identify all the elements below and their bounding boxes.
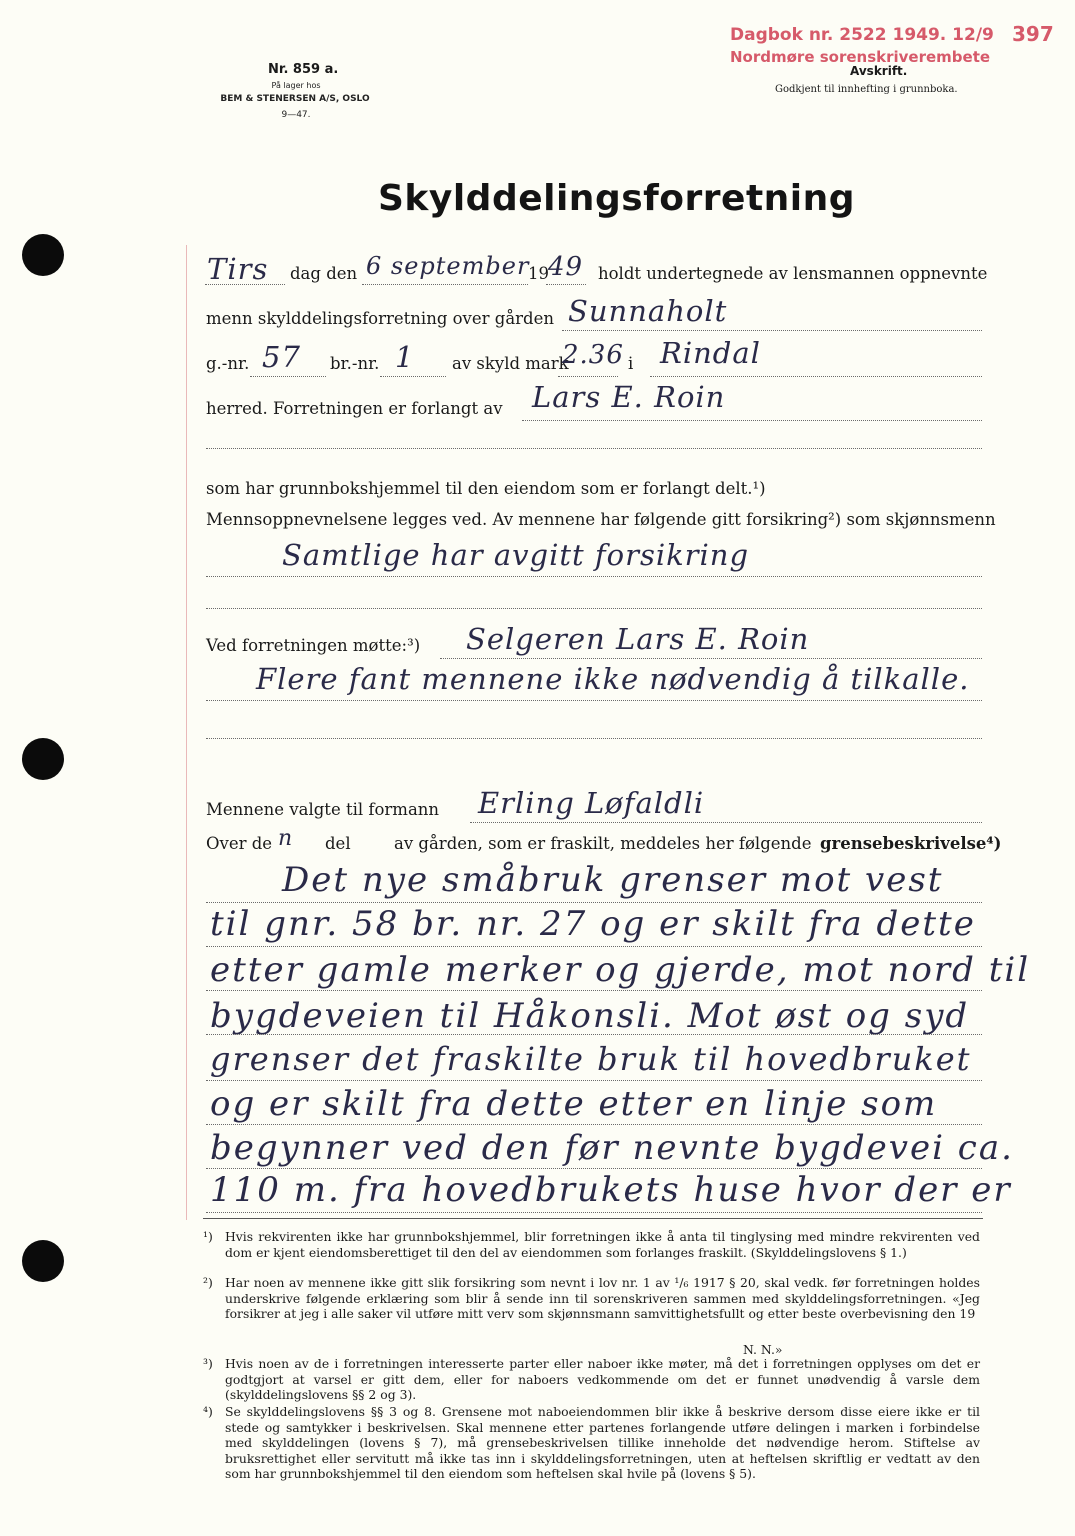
footnote-mark: ³)	[203, 1356, 213, 1371]
footnote-rule	[203, 1218, 983, 1219]
weekday-handwritten: Tirs	[207, 252, 269, 286]
description-line-5: grenser det fraskilte bruk til hovedbruket	[210, 1040, 972, 1078]
year-handwritten: 49	[548, 252, 584, 282]
skyld-label: av skyld mark	[452, 354, 569, 373]
dotted-line	[206, 700, 982, 701]
attendee-handwritten: Selgeren Lars E. Roin	[466, 622, 810, 656]
description-line-7: begynner ved den før nevnte bygdevei ca.	[210, 1128, 1014, 1168]
description-line-4: bygdeveien til Håkonsli. Mot øst og syd	[210, 996, 970, 1036]
requester-handwritten: Lars E. Roin	[532, 380, 726, 414]
date-handwritten: 6 september	[366, 252, 530, 280]
dotted-line	[470, 822, 982, 823]
footnote-text: N. N.»	[743, 1342, 783, 1357]
dotted-line	[205, 284, 285, 285]
footnote-2	[203, 1275, 983, 1339]
footnote-mark: ²)	[203, 1275, 213, 1290]
assurance-handwritten: Samtlige har avgitt forsikring	[282, 538, 750, 572]
publisher-line-3: 9—47.	[281, 110, 311, 120]
dotted-line	[546, 284, 586, 285]
publisher-line-1: På lager hos	[271, 81, 321, 90]
brnr-handwritten: 1	[395, 340, 415, 374]
footnote-text: Har noen av mennene ikke gitt slik forsikring som nevnt i lov nr. 1 av ¹/₆ 1917 § 20, skal vedk. før forretningen holdes underskrive følgende erklæring som blir å sende inn til sorenskriveren sammen med skylddelingsforretningen. «Jeg forsikrer at jeg i alle saker vil utføre mitt verv som skjønnsmann samvittighetsfullt og etter beste overbevisning den 19	[225, 1275, 980, 1322]
de-suffix-handwritten: n	[278, 826, 294, 851]
footnote-text: Hvis rekvirenten ikke har grunnbokshjemmel, blir forretningen ikke å anta til tinglysing med mindre rekvirenten ved dom er kjent eiendomsberettiget til den del av eiendommen som forlanges fraskilt. (Skylddelingslovens § 1.)	[225, 1229, 980, 1260]
attendance-note-handwritten: Flere fant mennene ikke nødvendig å tilkalle.	[256, 662, 970, 696]
dotted-line	[362, 284, 528, 285]
dotted-line	[522, 420, 982, 421]
dotted-line	[250, 376, 326, 377]
dotted-line	[206, 1034, 982, 1035]
court-stamp: Nordmøre sorenskriverembete	[730, 48, 991, 66]
footnote-text: Hvis noen av de i forretningen interesserte parter eller naboer ikke møter, må det i forretningen opplyses om det er godtgjort at varsel er gitt dem, eller for naboers vedkommende om det er funnet unødvendig å varsle dem (skylddelingslovens §§ 2 og 3).	[225, 1356, 980, 1403]
margin-line	[186, 245, 187, 1220]
page-number: 397	[1012, 22, 1054, 46]
row11-text-1: Over de	[206, 834, 273, 853]
row11-text-3: av gården, som er fraskilt, meddeles her følgende	[394, 834, 812, 853]
herred-handwritten: Rindal	[660, 336, 761, 370]
footnote-1	[203, 1229, 983, 1277]
footnote-3	[203, 1356, 983, 1404]
brnr-label: br.-nr.	[330, 354, 380, 373]
row6-text: Mennsoppnevnelsene legges ved. Av mennene har følgende gitt forsikring²) som skjønnsmenn	[206, 510, 996, 529]
year-prefix: 19	[528, 264, 549, 283]
page-title: Skylddelingsforretning	[378, 178, 856, 219]
dotted-line	[380, 376, 446, 377]
date-label: dag den	[290, 264, 358, 283]
chair-handwritten: Erling Løfaldli	[478, 786, 705, 820]
dotted-line	[206, 448, 982, 449]
publisher-line-2: BEM & STENERSEN A/S, OSLO	[220, 94, 370, 104]
row5-text: som har grunnbokshjemmel til den eiendom som er forlangt delt.¹)	[206, 479, 766, 498]
dotted-line	[440, 658, 982, 659]
binder-hole-middle	[22, 738, 64, 780]
dotted-line	[206, 576, 982, 577]
farm-name-handwritten: Sunnaholt	[568, 294, 728, 328]
dotted-line	[206, 608, 982, 609]
dotted-line	[206, 946, 982, 947]
footnote-mark: ¹)	[203, 1229, 213, 1244]
dotted-line	[206, 1212, 982, 1213]
dotted-line	[206, 1080, 982, 1081]
description-line-2: til gnr. 58 br. nr. 27 og er skilt fra dette	[210, 904, 976, 944]
dotted-line	[206, 902, 982, 903]
skyld-handwritten: 2.36	[562, 340, 624, 370]
gnr-label: g.-nr.	[206, 354, 250, 373]
footnote-4	[203, 1404, 983, 1484]
dotted-line	[558, 376, 618, 377]
dotted-line	[206, 1124, 982, 1125]
approval-note: Godkjent til innhefting i grunnboka.	[775, 84, 958, 95]
description-line-3: etter gamle merker og gjerde, mot nord til	[210, 950, 1031, 990]
dotted-line	[562, 330, 982, 331]
footnote-mark: ⁴)	[203, 1404, 213, 1419]
dotted-line	[206, 990, 982, 991]
row2-text: menn skylddelingsforretning over gården	[206, 309, 555, 328]
binder-hole-top	[22, 234, 64, 276]
description-line-8: 110 m. fra hovedbrukets huse hvor der er	[210, 1170, 1012, 1210]
copy-label: Avskrift.	[850, 64, 908, 78]
description-line-1: Det nye småbruk grenser mot vest	[282, 860, 944, 900]
binder-hole-bottom	[22, 1240, 64, 1282]
i-label: i	[628, 354, 634, 373]
row11-text-2: del	[325, 834, 351, 853]
row11-text-4: grensebeskrivelse⁴)	[820, 834, 1002, 853]
dotted-line	[206, 1168, 982, 1169]
row1-text: holdt undertegnede av lensmannen oppnevnte	[598, 264, 988, 283]
footnote-text: Se skylddelingslovens §§ 3 og 8. Grensene mot naboeiendommen blir ikke å beskrive dersom disse eiere ikke er til stede og samtykker i beskrivelsen. Skal mennene etter partenes forlangende utføre delingen i marken i forbindelse med skylddelingen (lovens § 7), må grensebeskrivelsen tillike inneholde det nødvendige herom. Stiftelse av bruksrettighet eller servitutt må ikke tas inn i skylddelingsforretningen, uten at heftelsen skriftlig er vedtatt av den som har grunnbokshjemmel til den eiendom som heftelsen skal hvile på (lovens § 5).	[225, 1404, 980, 1482]
chair-label: Mennene valgte til formann	[206, 800, 440, 819]
row4-text: herred. Forretningen er forlangt av	[206, 399, 503, 418]
gnr-handwritten: 57	[262, 340, 301, 374]
form-number: Nr. 859 a.	[268, 62, 339, 77]
dotted-line	[650, 376, 982, 377]
dotted-line	[206, 738, 982, 739]
diary-stamp: Dagbok nr. 2522 1949. 12/9	[730, 25, 994, 45]
description-line-6: og er skilt fra dette etter en linje som	[210, 1084, 938, 1124]
attendance-label: Ved forretningen møtte:³)	[206, 636, 421, 655]
